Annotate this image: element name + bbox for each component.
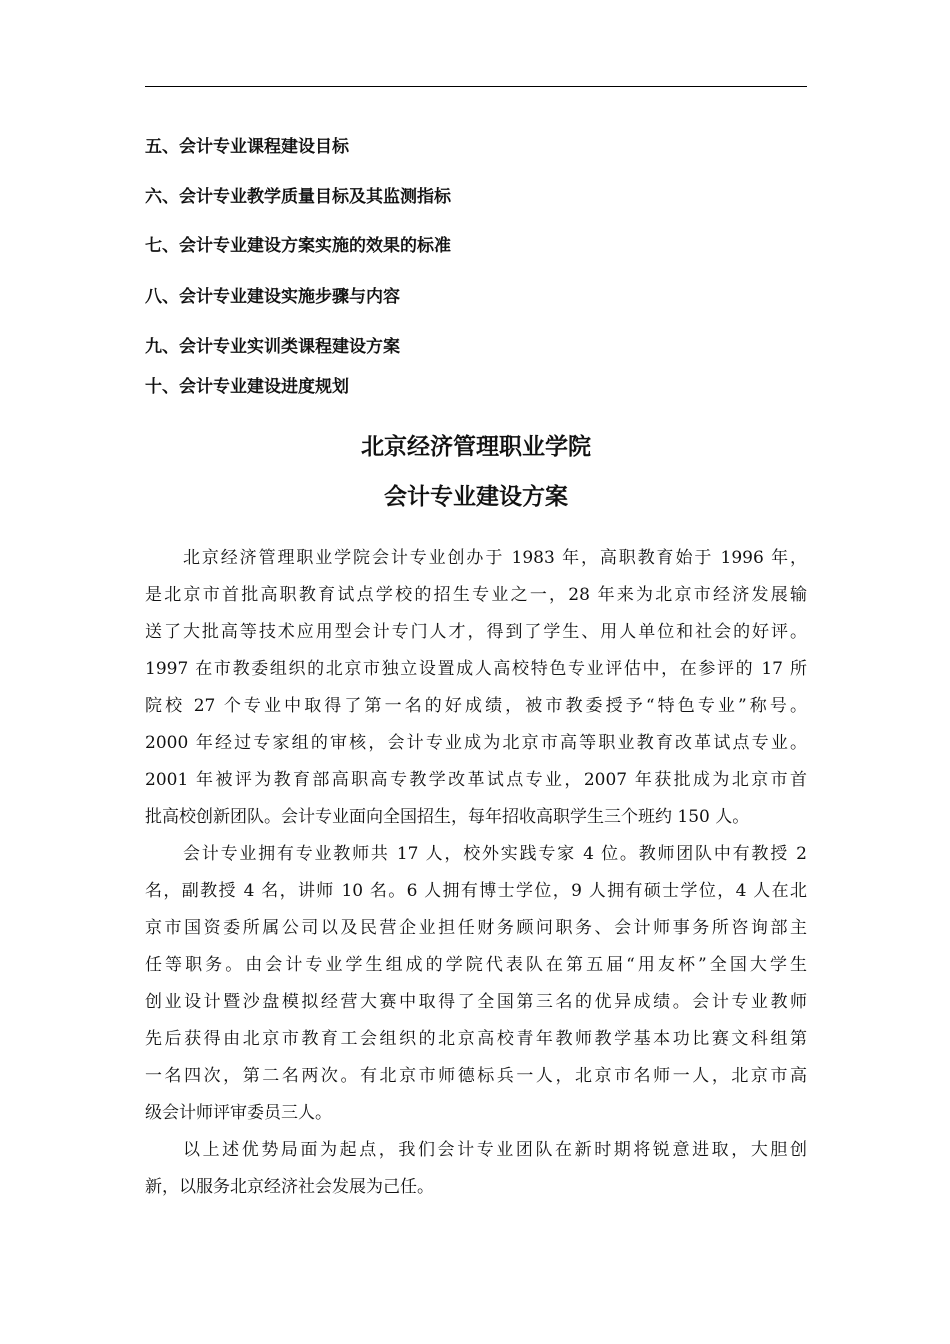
text-line: 批高校创新团队。会计专业面向全国招生，每年招收高职学生三个班约 150 人。	[145, 807, 750, 827]
toc-item-5: 五、会计专业课程建设目标	[145, 137, 349, 157]
paragraph-history	[145, 540, 807, 836]
text-line: 名，副教授 4 名，讲师 10 名。6 人拥有博士学位，9 人拥有硕士学位，4 人在北	[145, 881, 807, 901]
text-line: 1997 在市教委组织的北京市独立设置成人高校特色专业评估中，在参评的 17 所	[145, 659, 807, 679]
text-line: 创业设计暨沙盘模拟经营大赛中取得了全国第三名的优异成绩。会计专业教师	[145, 992, 807, 1012]
text-line: 一名四次，第二名两次。有北京市师德标兵一人，北京市名师一人，北京市高	[145, 1066, 807, 1086]
toc-item-9: 九、会计专业实训类课程建设方案	[145, 337, 400, 357]
text-line: 送了大批高等技术应用型会计专门人才，得到了学生、用人单位和社会的好评。	[145, 622, 807, 642]
text-line: 2000 年经过专家组的审核，会计专业成为北京市高等职业教育改革试点专业。	[145, 733, 807, 753]
document-title-school: 北京经济管理职业学院	[361, 434, 591, 460]
text-line: 会计专业拥有专业教师共 17 人，校外实践专家 4 位。教师团队中有教授 2	[183, 844, 807, 864]
text-line: 北京经济管理职业学院会计专业创办于 1983 年，高职教育始于 1996 年，	[183, 548, 807, 568]
text-line: 以上述优势局面为起点，我们会计专业团队在新时期将锐意进取，大胆创	[183, 1140, 807, 1160]
text-line: 2001 年被评为教育部高职高专教学改革试点专业，2007 年获批成为北京市首	[145, 770, 807, 790]
paragraph-outlook	[145, 1132, 807, 1206]
toc-item-6: 六、会计专业教学质量目标及其监测指标	[145, 187, 451, 207]
text-line: 院校 27 个专业中取得了第一名的好成绩，被市教委授予“特色专业”称号。	[145, 696, 807, 716]
text-line: 先后获得由北京市教育工会组织的北京高校青年教师教学基本功比赛文科组第	[145, 1029, 807, 1049]
text-line: 京市国资委所属公司以及民营企业担任财务顾问职务、会计师事务所咨询部主	[145, 918, 807, 938]
toc-item-8: 八、会计专业建设实施步骤与内容	[145, 287, 400, 307]
text-line: 新，以服务北京经济社会发展为己任。	[145, 1177, 434, 1197]
paragraph-faculty	[145, 836, 807, 1132]
header-rule	[145, 86, 807, 87]
body-text	[145, 540, 807, 1206]
text-line: 是北京市首批高职教育试点学校的招生专业之一，28 年来为北京市经济发展输	[145, 585, 807, 605]
toc-item-10: 十、会计专业建设进度规划	[145, 377, 349, 397]
document-title-plan: 会计专业建设方案	[384, 484, 568, 510]
text-line: 级会计师评审委员三人。	[145, 1103, 332, 1123]
text-line: 任等职务。由会计专业学生组成的学院代表队在第五届“用友杯”全国大学生	[145, 955, 807, 975]
toc-item-7: 七、会计专业建设方案实施的效果的标准	[145, 236, 451, 256]
